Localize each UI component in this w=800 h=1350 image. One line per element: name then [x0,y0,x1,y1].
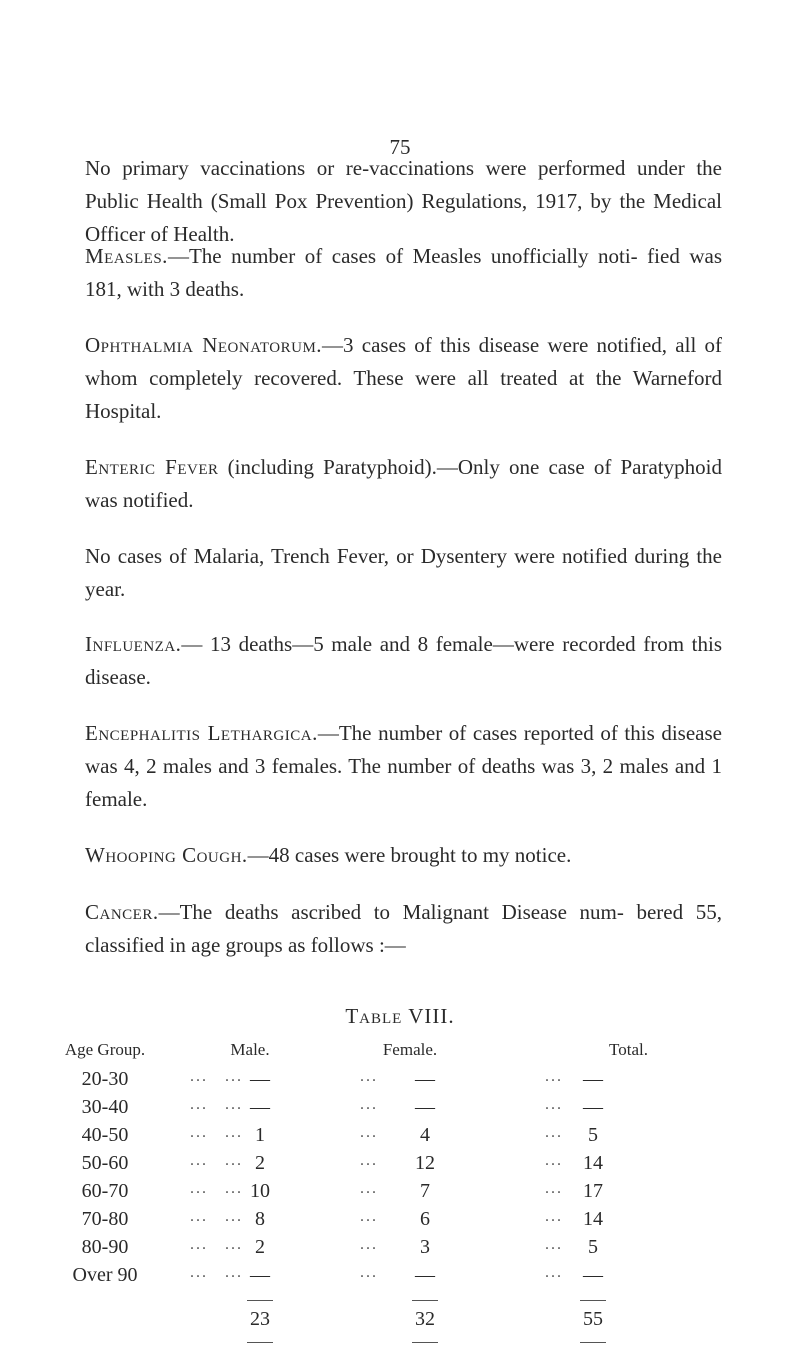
sum-rule [580,1342,606,1343]
header-age-group: Age Group. [64,1040,146,1059]
cell-female: 3 [420,1236,430,1258]
sum-rule [247,1300,273,1301]
leader-dots: ... [225,1152,243,1169]
paragraph-text: —The number of cases reported of this disease was 4, 2 males and 3 females. The number of deaths was 3, 2 males and 1 female. [85,721,722,811]
paragraph-heading: Encephalitis Lethargica. [85,721,318,745]
leader-dots: ... [225,1236,243,1253]
paragraph-text: —The deaths ascribed to Malignant Disease num- bered 55, classified in age groups as follows :— [85,900,722,957]
cell-male: — [250,1264,270,1286]
header-total: Total. [609,1040,648,1059]
leader-dots: ... [360,1068,378,1085]
paragraph-heading: Influenza. [85,632,182,656]
cell-male: 8 [255,1208,265,1230]
leader-dots: ... [545,1096,563,1113]
sum-rule-row [0,1292,800,1308]
cell-male: — [250,1068,270,1090]
cell-age-group: 40-50 [81,1124,129,1146]
paragraph-enteric-fever [85,451,722,517]
leader-dots: ... [360,1208,378,1225]
cell-female: 6 [420,1208,430,1230]
paragraph-heading: Measles. [85,244,168,268]
page-number: 75 [389,135,411,159]
cell-age-group: 50-60 [81,1152,129,1174]
leader-dots: ... [360,1264,378,1281]
total-male: 23 [250,1308,270,1330]
sum-rule [412,1300,438,1301]
cell-male: 2 [255,1152,265,1174]
paragraph-vaccinations [85,152,722,251]
leader-dots: ... [360,1180,378,1197]
paragraph-text: No primary vaccinations or re-vaccinations were performed under the Public Health (Small Pox Prevention) Regulations, 1917, by the Medical Officer of Health. [85,156,722,246]
cell-male: 2 [255,1236,265,1258]
cell-female: — [415,1096,435,1118]
cell-total: 5 [588,1236,598,1258]
table-row [0,1208,800,1236]
paragraph-measles [85,240,722,306]
cell-total: — [583,1096,603,1118]
leader-dots: ... [190,1124,208,1141]
table-header-row [0,1040,800,1068]
sum-rule [412,1342,438,1343]
leader-dots: ... [225,1264,243,1281]
paragraph-heading: Ophthalmia Neonatorum. [85,333,323,357]
table-body [0,1068,800,1292]
leader-dots: ... [190,1264,208,1281]
table-row [0,1096,800,1124]
cell-age-group: Over 90 [72,1264,138,1286]
header-male: Male. [230,1040,270,1059]
paragraph-text: — 13 deaths—5 male and 8 female—were recorded from this disease. [85,632,722,689]
totals-row [0,1308,800,1334]
leader-dots: ... [545,1236,563,1253]
leader-dots: ... [190,1180,208,1197]
paragraph-ophthalmia [85,329,722,428]
paragraph-text: No cases of Malaria, Trench Fever, or Dysentery were notified during the year. [85,544,722,601]
total-female: 32 [415,1308,435,1330]
cell-female: — [415,1068,435,1090]
sum-rule [247,1342,273,1343]
leader-dots: ... [190,1152,208,1169]
cell-female: 4 [420,1124,430,1146]
leader-dots: ... [545,1208,563,1225]
paragraph-malaria [85,540,722,606]
header-female: Female. [382,1040,438,1059]
paragraph-text: —3 cases of this disease were notified, all of whom completely recovered. These were all treated at the Warneford Hospital. [85,333,723,423]
cell-male: 10 [250,1180,270,1202]
leader-dots: ... [190,1096,208,1113]
cell-total: 17 [583,1180,603,1202]
paragraph-influenza [85,628,722,694]
leader-dots: ... [225,1180,243,1197]
cell-total: — [583,1068,603,1090]
leader-dots: ... [545,1152,563,1169]
cell-age-group: 80-90 [81,1236,129,1258]
cell-age-group: 70-80 [81,1208,129,1230]
paragraph-heading: Whooping Cough. [85,843,248,867]
paragraph-heading: Cancer. [85,900,159,924]
table-title: Table VIII. [345,1004,455,1028]
cell-male: — [250,1096,270,1118]
paragraph-heading: Enteric Fever [85,455,219,479]
cell-total: — [583,1264,603,1286]
cell-female: 12 [415,1152,435,1174]
table-row [0,1152,800,1180]
paragraph-cancer [85,896,722,962]
leader-dots: ... [360,1096,378,1113]
paragraph-text: —The number of cases of Measles unofficially noti- fied was 181, with 3 deaths. [85,244,722,301]
cancer-table [0,1040,800,1350]
leader-dots: ... [190,1236,208,1253]
leader-dots: ... [225,1096,243,1113]
cell-age-group: 20-30 [81,1068,129,1090]
leader-dots: ... [360,1236,378,1253]
cell-total: 14 [583,1208,603,1230]
cell-age-group: 30-40 [81,1096,129,1118]
cell-female: — [415,1264,435,1286]
cell-age-group: 60-70 [81,1180,129,1202]
paragraph-text: —48 cases were brought to my notice. [247,843,572,867]
table-row [0,1124,800,1152]
leader-dots: ... [225,1068,243,1085]
leader-dots: ... [225,1124,243,1141]
leader-dots: ... [545,1180,563,1197]
total-all: 55 [583,1308,603,1330]
table-row [0,1264,800,1292]
table-row [0,1068,800,1096]
cell-female: 7 [420,1180,430,1202]
leader-dots: ... [225,1208,243,1225]
cell-male: 1 [255,1124,265,1146]
cell-total: 5 [588,1124,598,1146]
leader-dots: ... [545,1124,563,1141]
paragraph-text: (including Paratyphoid).—Only one case of Paratyphoid was notified. [85,455,722,512]
cell-total: 14 [583,1152,603,1174]
sum-rule [580,1300,606,1301]
leader-dots: ... [360,1124,378,1141]
sum-rule-row [0,1334,800,1350]
leader-dots: ... [360,1152,378,1169]
leader-dots: ... [545,1068,563,1085]
table-row [0,1180,800,1208]
leader-dots: ... [190,1208,208,1225]
table-row [0,1236,800,1264]
leader-dots: ... [545,1264,563,1281]
paragraph-whooping-cough [85,839,722,872]
leader-dots: ... [190,1068,208,1085]
paragraph-encephalitis [85,717,722,816]
